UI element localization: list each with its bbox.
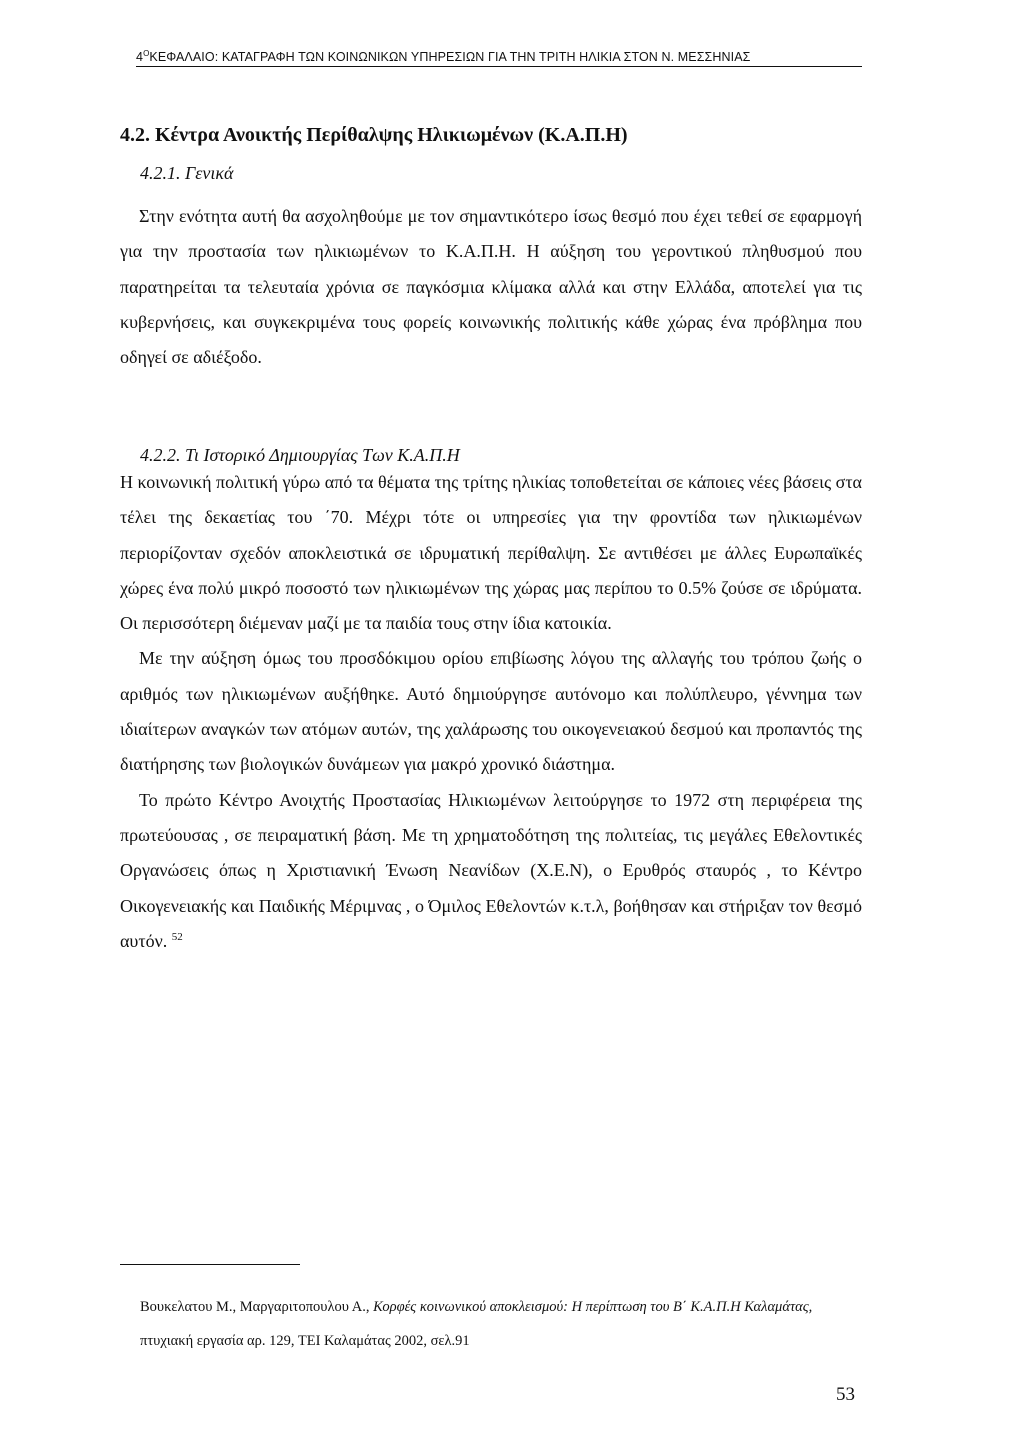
chapter-title: ΚΕΦΑΛΑΙΟ: ΚΑΤΑΓΡΑΦΗ ΤΩΝ ΚΟΙΝΩΝΙΚΩΝ ΥΠΗΡΕΣΙΩΝ ΓΙΑ ΤΗΝ ΤΡΙΤΗ ΗΛΙΚΙΑ ΣΤΟΝ Ν. ΜΕΣΣΗΝΙΑΣ xyxy=(149,50,751,64)
footnote-reference: 52 xyxy=(171,930,183,943)
chapter-number-suffix: Ο xyxy=(143,48,150,58)
paragraph-history-3 xyxy=(120,783,862,959)
chapter-number: 4 xyxy=(136,50,144,64)
paragraph-history-1: Η κοινωνική πολιτική γύρω από τα θέματα της τρίτης ηλικίας τοποθετείται σε κάποιες νέες βάσεις στα τέλει της δεκαετίας του ΄70. Μέχρι τότε οι υπηρεσίες για την φροντίδα των ηλικιωμένων περιορίζονταν σχεδόν αποκλειστικά σε ιδρυματική περίθαλψη. Σε αντιθέσει με άλλες Ευρωπαϊκές χώρες ένα πολύ μικρό ποσοστό των ηλικιωμένων της χώρας μας περίπου το 0.5% ζούσε σε ιδρύματα. Οι περισσότερη διέμεναν μαζί με τα παιδία τους στην ίδια κατοικία. xyxy=(120,472,862,634)
footnote-divider xyxy=(120,1264,300,1265)
subsection-general-body xyxy=(120,199,862,375)
running-header xyxy=(136,50,862,67)
paragraph-history-2: Με την αύξηση όμως του προσδόκιμου ορίου επιβίωσης λόγου της αλλαγής του τρόπου ζωής ο αριθμός των ηλικιωμένων αυξήθηκε. Αυτό δημιούργησε αυτόνομο και πολύπλευρο, γέννημα των ιδιαίτερων αναγκών των ατόμων αυτών, της χαλάρωσης του οικογενειακού δεσμού και προπαντός της διατήρησης των βιολογικών δυνάμεων για μακρό χρονικό διάστημα. xyxy=(120,648,862,775)
page-number: 53 xyxy=(836,1384,855,1405)
paragraph-general: Στην ενότητα αυτή θα ασχοληθούμε με τον σημαντικότερο ίσως θεσμό που έχει τεθεί σε εφαρμογή για την προστασία των ηλικιωμένων το Κ.Α.Π.Η. Η αύξηση του γεροντικού πληθυσμού που παρατηρείται τα τελευταία χρόνια σε παγκόσμια κλίμακα αλλά και στην Ελλάδα, αποτελεί για τις κυβερνήσεις, και συγκεκριμένα τους φορείς κοινωνικής πολιτικής κάθε χώρας ένα πρόβλημα που οδηγεί σε αδιέξοδο. xyxy=(120,206,862,368)
subsection-history-body xyxy=(120,465,862,959)
footnote-authors: Βουκελατου Μ., Μαργαριτοπουλου Α., xyxy=(140,1299,370,1315)
footnote-title: Κορφές κοινωνικού αποκλεισμού: Η περίπτωση του Β΄ Κ.Α.Π.Η Καλαμάτας, xyxy=(373,1299,813,1315)
paragraph-history-3-text: Το πρώτο Κέντρο Ανοιχτής Προστασίας Ηλικιωμένων λειτούργησε το 1972 στη περιφέρεια της πρωτεύουσας , σε πειραματική βάση. Με τη χρηματοδότηση της πολιτείας, τις μεγάλες Εθελοντικές Οργανώσεις όπως η Χριστιανική Ένωση Νεανίδων (Χ.Ε.Ν), ο Ερυθρός σταυρός , το Κέντρο Οικογενειακής και Παιδικής Μέριμνας , ο Όμιλος Εθελοντών κ.τ.λ, βοήθησαν και στήριξαν τον θεσμό αυτόν. xyxy=(120,789,862,951)
section-heading: 4.2. Κέντρα Ανοικτής Περίθαλψης Ηλικιωμένων (Κ.Α.Π.Η) xyxy=(120,124,628,146)
footnote-details: πτυχιακή εργασία αρ. 129, ΤΕΙ Καλαμάτας 2002, σελ.91 xyxy=(140,1333,470,1349)
subsection-heading-history: 4.2.2. Τι Ιστορικό Δημιουργίας Των Κ.Α.Π.Η xyxy=(140,445,460,465)
subsection-heading-general: 4.2.1. Γενικά xyxy=(140,163,234,183)
footnote xyxy=(140,1290,862,1358)
